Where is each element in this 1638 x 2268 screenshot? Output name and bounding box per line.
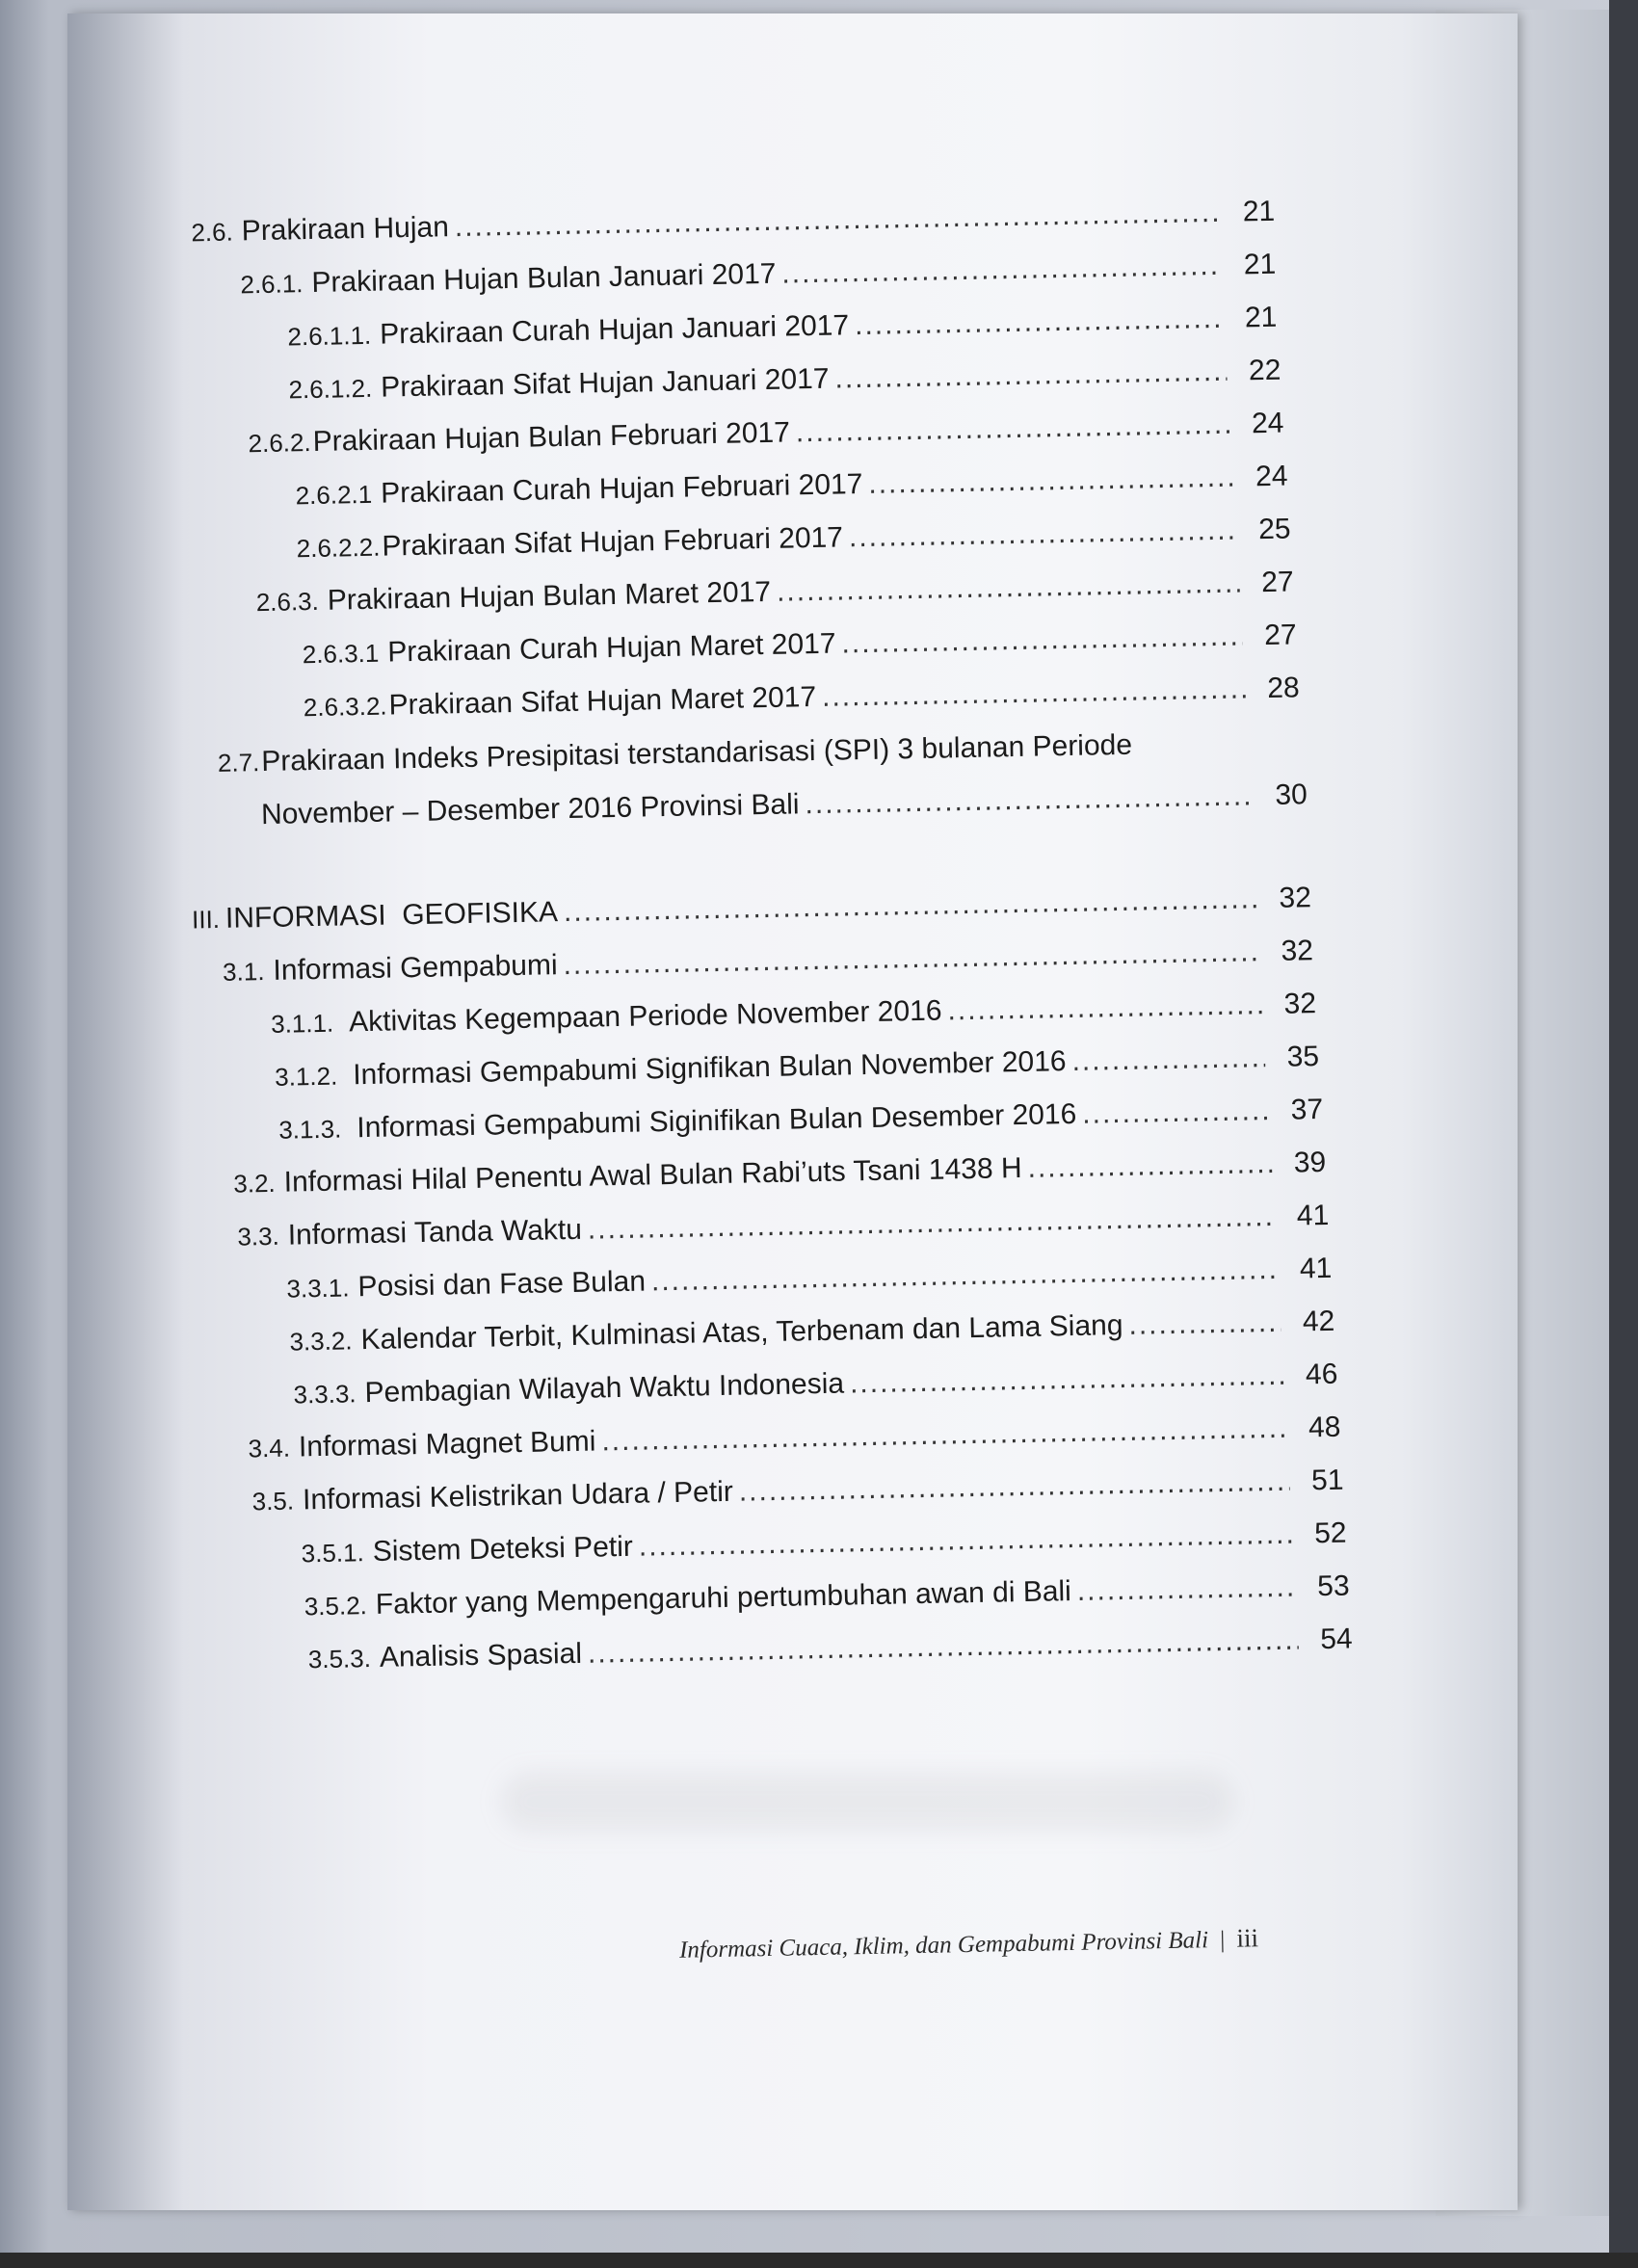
toc-page: 53 bbox=[1316, 1569, 1350, 1603]
toc-entry bbox=[233, 1147, 1326, 1200]
toc-leader bbox=[638, 1518, 1292, 1564]
toc-entry bbox=[302, 619, 1296, 671]
toc-title: Prakiraan Hujan Bulan Januari 2017 bbox=[311, 257, 777, 299]
toc-entry bbox=[218, 729, 1133, 779]
toc-title: Informasi Gempabumi Siginifikan Bulan Desember 2016 bbox=[357, 1097, 1077, 1145]
toc-page: 28 bbox=[1266, 672, 1300, 704]
toc-number: 3.3. bbox=[237, 1221, 280, 1252]
toc-page: 27 bbox=[1263, 619, 1297, 652]
toc-entry bbox=[289, 1305, 1334, 1358]
toc-title: Pembagian Wilayah Waktu Indonesia bbox=[364, 1367, 845, 1410]
toc-page: 22 bbox=[1248, 354, 1281, 387]
toc-number: 2.6. bbox=[191, 217, 234, 248]
toc-title: Informasi Gempabumi Signifikan Bulan November 2016 bbox=[352, 1045, 1067, 1092]
toc-page: 39 bbox=[1293, 1146, 1327, 1179]
toc-title: Prakiraan Curah Hujan Februari 2017 bbox=[380, 468, 863, 510]
toc-number: 2.7. bbox=[217, 748, 260, 778]
toc-leader bbox=[455, 197, 1222, 244]
toc-leader bbox=[849, 514, 1237, 555]
toc-entry bbox=[278, 1094, 1323, 1147]
toc-number: III. bbox=[191, 904, 221, 935]
toc-entry bbox=[286, 1253, 1332, 1305]
toc-entry bbox=[288, 355, 1281, 407]
toc-leader bbox=[651, 1253, 1279, 1298]
toc-leader bbox=[777, 567, 1240, 609]
toc-page: 41 bbox=[1296, 1199, 1330, 1232]
toc-title: Prakiraan Hujan Bulan Maret 2017 bbox=[327, 575, 772, 617]
toc-title: Prakiraan Sifat Hujan Januari 2017 bbox=[380, 362, 830, 404]
toc-entry bbox=[240, 249, 1276, 302]
toc-leader bbox=[841, 620, 1243, 660]
toc-page: 51 bbox=[1310, 1464, 1344, 1497]
toc-page: 21 bbox=[1243, 248, 1277, 281]
toc-title: Prakiraan Sifat Hujan Maret 2017 bbox=[388, 680, 817, 722]
toc-page: 41 bbox=[1299, 1252, 1333, 1285]
toc-leader bbox=[947, 989, 1262, 1027]
toc-entry bbox=[287, 302, 1277, 354]
toc-number: 3.2. bbox=[233, 1168, 277, 1199]
toc-entry bbox=[295, 461, 1287, 513]
toc-leader bbox=[1076, 1571, 1295, 1608]
toc-number: 3.1.2. bbox=[274, 1061, 338, 1092]
toc-title: Prakiraan Sifat Hujan Februari 2017 bbox=[382, 521, 844, 563]
toc-entry bbox=[304, 1570, 1349, 1623]
toc-page: 30 bbox=[1275, 778, 1308, 811]
toc-title: INFORMASI GEOFISIKA bbox=[225, 896, 559, 935]
toc-leader bbox=[601, 1412, 1287, 1459]
toc-leader bbox=[1128, 1306, 1281, 1342]
toc-entry bbox=[248, 408, 1283, 461]
toc-number: 3.3.3. bbox=[293, 1379, 357, 1410]
toc-entry bbox=[304, 672, 1300, 724]
toc-number: 3.1. bbox=[222, 957, 265, 987]
toc-title: Informasi Magnet Bumi bbox=[298, 1425, 596, 1464]
toc-number: 3.4. bbox=[248, 1433, 291, 1464]
toc-entry bbox=[251, 1464, 1343, 1518]
toc-number: 2.6.2. bbox=[248, 428, 311, 459]
toc-title: Aktivitas Kegempaan Periode November 2016 bbox=[348, 994, 942, 1039]
toc-number: 2.6.1.2. bbox=[288, 373, 373, 405]
toc-leader bbox=[781, 250, 1223, 291]
toc-number: 3.5.2. bbox=[304, 1591, 368, 1622]
toc-entry bbox=[191, 196, 1275, 250]
toc-entry bbox=[223, 935, 1313, 989]
toc-leader bbox=[564, 883, 1258, 929]
toc-entry bbox=[271, 988, 1316, 1041]
footer-page-number: iii bbox=[1236, 1923, 1259, 1953]
toc-title: November – Desember 2016 Provinsi Bali bbox=[260, 788, 800, 831]
toc-leader bbox=[1082, 1094, 1270, 1131]
toc-entry bbox=[293, 1358, 1337, 1411]
toc-number: 3.1.3. bbox=[278, 1114, 342, 1145]
toc-page: 42 bbox=[1302, 1305, 1335, 1338]
toc-page: 21 bbox=[1244, 301, 1278, 334]
toc-page: 24 bbox=[1255, 460, 1288, 493]
toc-leader bbox=[850, 1359, 1284, 1401]
toc-title: Informasi Gempabumi bbox=[273, 949, 558, 987]
toc-leader bbox=[796, 409, 1230, 450]
toc-leader bbox=[855, 303, 1224, 342]
toc-number: 3.1.1. bbox=[270, 1008, 334, 1039]
toc-title: Prakiraan Hujan Bulan Februari 2017 bbox=[312, 416, 791, 458]
toc-number: 2.6.3.1 bbox=[302, 638, 380, 670]
toc-number: 2.6.2.2. bbox=[296, 532, 381, 564]
toc-page: 25 bbox=[1257, 513, 1291, 546]
toc-page: 24 bbox=[1251, 407, 1284, 440]
toc-number: 2.6.3. bbox=[255, 586, 320, 618]
toc-page: 46 bbox=[1305, 1358, 1338, 1391]
toc-title: Informasi Tanda Waktu bbox=[287, 1213, 583, 1252]
toc-entry bbox=[237, 1200, 1329, 1253]
toc-leader bbox=[738, 1465, 1289, 1509]
toc-title: Faktor yang Mempengaruhi pertumbuhan awan di Bali bbox=[375, 1575, 1072, 1621]
toc-entry bbox=[296, 514, 1290, 566]
toc-title: Prakiraan Hujan bbox=[241, 211, 450, 248]
toc-page: 21 bbox=[1242, 195, 1276, 228]
toc-number: 3.5. bbox=[251, 1486, 295, 1516]
toc-number: 2.6.1.1. bbox=[287, 320, 372, 352]
toc-entry bbox=[308, 1622, 1353, 1675]
toc-entry bbox=[275, 1041, 1319, 1094]
toc-number: 3.5.3. bbox=[307, 1644, 372, 1675]
toc-leader bbox=[1027, 1147, 1272, 1185]
toc-entry bbox=[301, 1517, 1346, 1570]
footer-title: Informasi Cuaca, Iklim, dan Gempabumi Provinsi Bali bbox=[678, 1927, 1209, 1964]
toc-leader bbox=[834, 356, 1228, 396]
toc-title: Prakiraan Indeks Presipitasi terstandarisasi (SPI) 3 bulanan Periode bbox=[261, 728, 1133, 778]
toc-number: 3.3.1. bbox=[286, 1273, 350, 1304]
toc-number: 3.3.2. bbox=[289, 1326, 353, 1357]
toc-title: Kalendar Terbit, Kulminasi Atas, Terbenam dan Lama Siang bbox=[360, 1308, 1123, 1357]
toc-title: Informasi Kelistrikan Udara / Petir bbox=[302, 1475, 734, 1516]
toc-entry bbox=[261, 778, 1308, 831]
toc-number: 3.5.1. bbox=[301, 1538, 365, 1569]
toc-title: Prakiraan Curah Hujan Maret 2017 bbox=[386, 627, 836, 669]
toc-page: 54 bbox=[1319, 1622, 1353, 1656]
toc-page: 52 bbox=[1313, 1516, 1347, 1550]
toc-number: 2.6.2.1 bbox=[295, 479, 373, 511]
toc-page: 27 bbox=[1260, 566, 1294, 599]
toc-title: Informasi Hilal Penentu Awal Bulan Rabi’uts Tsani 1438 H bbox=[283, 1151, 1022, 1199]
toc-leader bbox=[805, 779, 1254, 821]
toc-entry bbox=[248, 1411, 1340, 1465]
toc-title: Sistem Deteksi Petir bbox=[372, 1530, 634, 1568]
toc-page: 32 bbox=[1279, 882, 1312, 914]
toc-leader bbox=[563, 936, 1259, 982]
toc-title: Analisis Spasial bbox=[379, 1637, 583, 1674]
toc-leader bbox=[868, 462, 1234, 501]
toc-title: Prakiraan Curah Hujan Januari 2017 bbox=[379, 309, 850, 351]
toc-page: 35 bbox=[1286, 1041, 1320, 1073]
toc-entry bbox=[192, 882, 1311, 936]
toc-leader bbox=[1071, 1042, 1265, 1078]
toc-leader bbox=[822, 672, 1246, 713]
toc-page: 32 bbox=[1281, 935, 1314, 967]
toc-leader bbox=[588, 1624, 1299, 1671]
toc-title: Posisi dan Fase Bulan bbox=[357, 1265, 647, 1304]
toc-number: 2.6.3.2. bbox=[303, 691, 387, 723]
toc-page: 37 bbox=[1290, 1093, 1324, 1126]
toc-page: 32 bbox=[1283, 988, 1317, 1020]
toc-leader bbox=[588, 1200, 1276, 1247]
toc-number: 2.6.1. bbox=[240, 269, 304, 300]
toc-page: 48 bbox=[1308, 1411, 1341, 1444]
toc-entry bbox=[255, 566, 1293, 619]
footer-separator: | bbox=[1219, 1926, 1226, 1953]
